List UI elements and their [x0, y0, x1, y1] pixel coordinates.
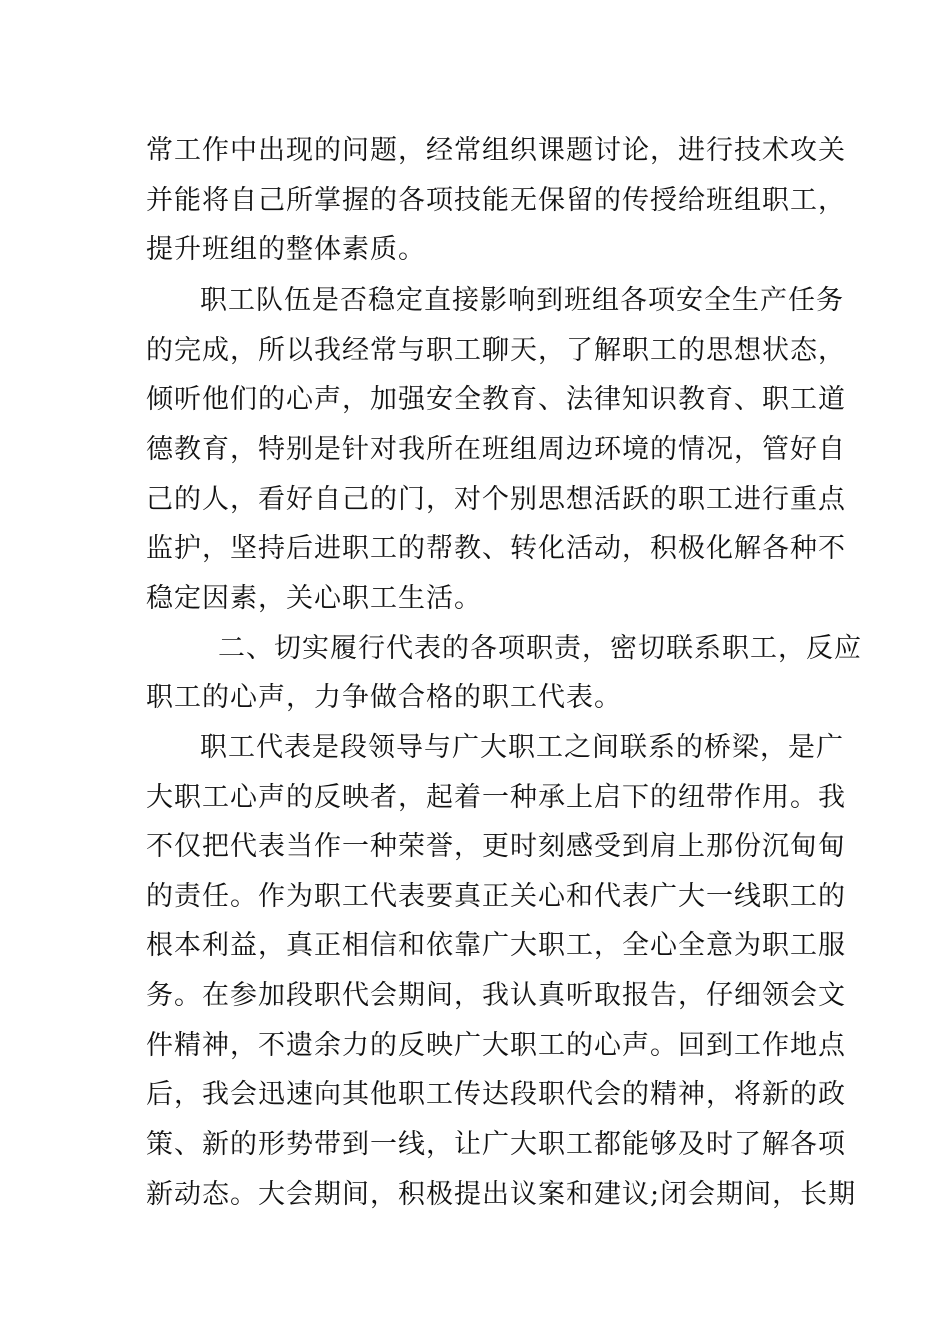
paragraph-first-line: 职工代表是段领导与广大职工之间联系的桥梁，是广: [200, 732, 844, 763]
text-line: 后，我会迅速向其他职工传达段职代会的精神，将新的政: [146, 1079, 846, 1110]
text-line: 大职工心声的反映者，起着一种承上启下的纽带作用。我: [146, 782, 846, 813]
text-line: 提升班组的整体素质。: [146, 234, 426, 265]
text-line: 己的人，看好自己的门，对个别思想活跃的职工进行重点: [146, 484, 846, 515]
text-line: 策、新的形势带到一线，让广大职工都能够及时了解各项: [146, 1129, 846, 1160]
text-line: 根本利益，真正相信和依靠广大职工，全心全意为职工服: [146, 930, 846, 961]
text-line: 德教育，特别是针对我所在班组周边环境的情况，管好自: [146, 434, 846, 465]
text-line: 稳定因素，关心职工生活。: [146, 583, 482, 614]
section-heading: 二、切实履行代表的各项职责，密切联系职工，反应: [218, 633, 862, 664]
text-line: 并能将自己所掌握的各项技能无保留的传授给班组职工，: [146, 185, 846, 216]
text-line: 务。在参加段职代会期间，我认真听取报告，仔细领会文: [146, 980, 846, 1011]
text-line: 的责任。作为职工代表要真正关心和代表广大一线职工的: [146, 881, 846, 912]
text-line: 的完成，所以我经常与职工聊天，了解职工的思想状态，: [146, 335, 846, 366]
text-line: 常工作中出现的问题，经常组织课题讨论，进行技术攻关: [146, 135, 846, 166]
text-line: 不仅把代表当作一种荣誉，更时刻感受到肩上那份沉甸甸: [146, 831, 846, 862]
section-heading-continued: 职工的心声，力争做合格的职工代表。: [146, 682, 622, 713]
text-line: 监护，坚持后进职工的帮教、转化活动，积极化解各种不: [146, 533, 846, 564]
text-line: 新动态。大会期间，积极提出议案和建议;闭会期间，长期: [146, 1179, 857, 1210]
paragraph-first-line: 职工队伍是否稳定直接影响到班组各项安全生产任务: [200, 285, 844, 316]
text-line: 倾听他们的心声，加强安全教育、法律知识教育、职工道: [146, 384, 846, 415]
text-line: 件精神，不遗余力的反映广大职工的心声。回到工作地点: [146, 1030, 846, 1061]
